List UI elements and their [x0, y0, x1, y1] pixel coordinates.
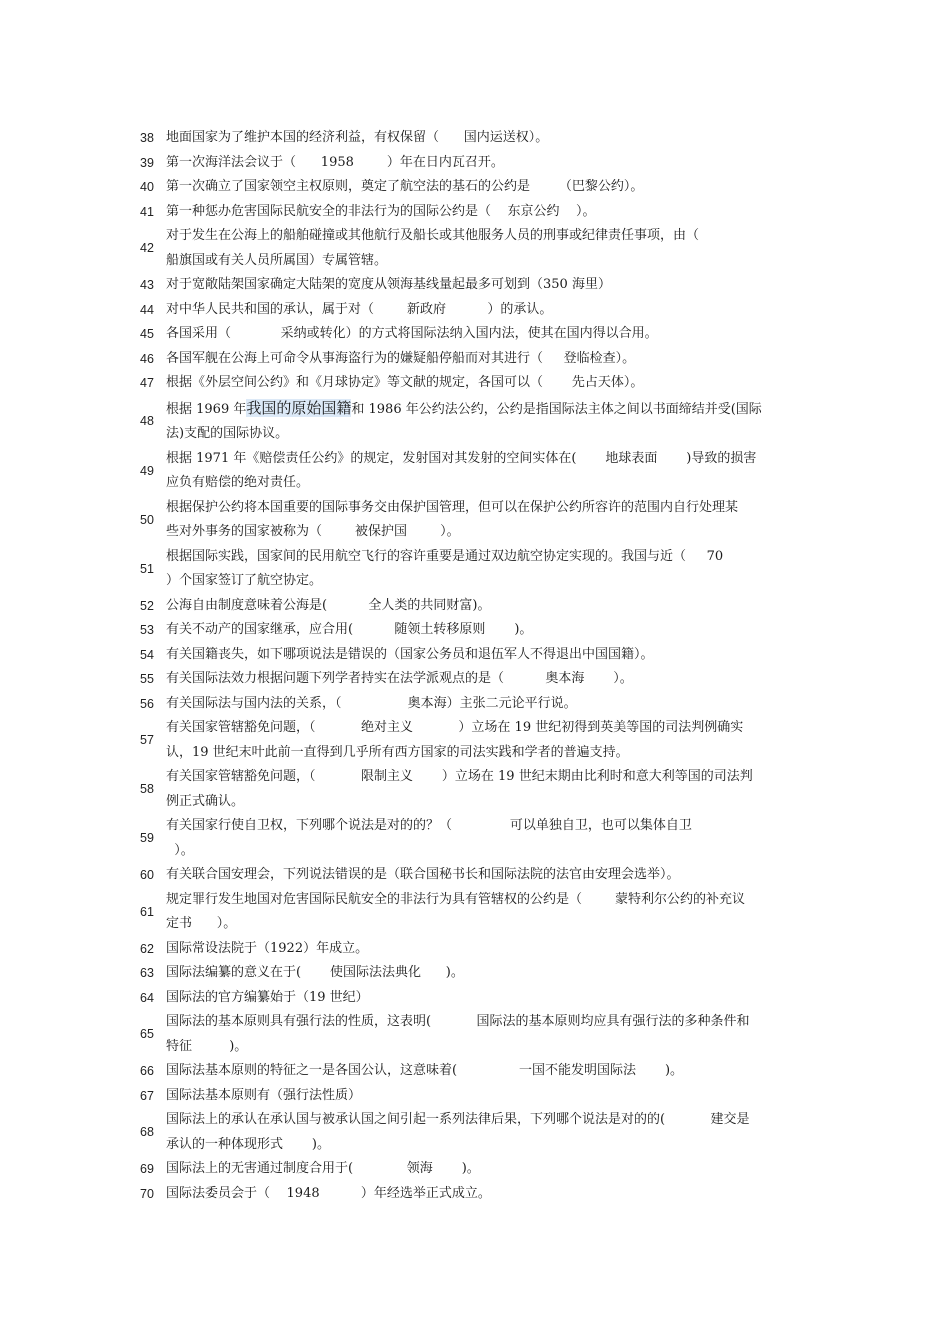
item-text: 根据 1971 年《赔偿责任公约》的规定，发射国对其发射的空间实体在( 地球表面 )导致的损害 应负有赔偿的绝对责任。 [166, 450, 757, 490]
item-number: 43 [140, 278, 154, 292]
item-number: 58 [140, 782, 154, 797]
item-text: 有关国际法与国内法的关系，（ 奥本海）主张二元论平行说。 [166, 695, 577, 711]
item-text: 根据《外层空间公约》和《月球协定》等文献的规定，各国可以（ 先占天体）。 [166, 375, 644, 390]
list-item [140, 1108, 810, 1157]
item-number: 67 [140, 1088, 154, 1103]
item-text: 有关不动产的国家继承，应合用( 随领土转移原则 )。 [166, 622, 533, 637]
item-number: 66 [140, 1064, 154, 1078]
list-item [140, 298, 810, 323]
list-item [140, 937, 810, 962]
item-number: 62 [140, 941, 154, 956]
item-text: 有关联合国安理会，下列说法错误的是（联合国秘书长和国际法院的法官由安理会选举）。 [166, 867, 680, 882]
list-item [140, 667, 810, 692]
list-item [140, 618, 810, 643]
item-text: 地面国家为了维护本国的经济利益，有权保留（ 国内运送权）。 [166, 130, 549, 145]
list-item [140, 1010, 810, 1059]
item-text: 有关国家行使自卫权，下列哪个说法是对的的？（ 可以单独自卫，也可以集体自卫 ）。 [166, 818, 692, 858]
item-number: 55 [140, 672, 154, 686]
list-item [140, 863, 810, 888]
item-number: 69 [140, 1162, 154, 1176]
list-item [140, 200, 810, 225]
list-item [140, 814, 810, 863]
list-item [140, 888, 810, 937]
list-item [140, 1059, 810, 1084]
item-number: 38 [140, 131, 154, 145]
item-text: 有关国家管辖豁免问题，（ 限制主义 ）立场在 19 世纪末期由比利时和意大利等国的司法判 例正式确认。 [166, 769, 753, 809]
item-number: 50 [140, 512, 154, 527]
item-number: 70 [140, 1186, 154, 1201]
list-item [140, 594, 810, 619]
list-item [140, 496, 810, 545]
item-text: 国际法基本原则有（强行法性质） [166, 1087, 362, 1103]
item-text: 公海自由制度意味着公海是( 全人类的共同财富)。 [166, 597, 491, 613]
item-number: 39 [140, 155, 154, 170]
list-item [140, 545, 810, 594]
list-item [140, 1157, 810, 1182]
list-item [140, 371, 810, 396]
list-item [140, 224, 810, 273]
item-text: 有关国际法效力根据问题下列学者持实在法学派观点的是（ 奥本海 ）。 [166, 671, 633, 686]
list-item [140, 151, 810, 176]
list-item [140, 175, 810, 200]
item-number: 56 [140, 696, 154, 711]
list-item [140, 692, 810, 717]
list-item [140, 447, 810, 496]
item-number: 41 [140, 204, 154, 219]
item-text-after: 和 1986 年公约法公约，公约是指国际法主体之间以书面缔结并受(国际 法)支配的国际协议。 [166, 401, 762, 441]
list-item [140, 986, 810, 1011]
item-number: 68 [140, 1125, 154, 1140]
item-text: 第一种惩办危害国际民航安全的非法行为的国际公约是（ 东京公约 ）。 [166, 203, 596, 219]
item-text-before: 根据 1969 年 [166, 401, 247, 417]
list-item [140, 961, 810, 986]
item-number: 59 [140, 831, 154, 846]
item-text: 对于发生在公海上的船舶碰撞或其他航行及船长或其他服务人员的刑事或纪律责任事项，由（ 船旗国或有关人员所属国）专属管辖。 [166, 228, 700, 268]
item-number: 45 [140, 327, 154, 341]
item-number: 44 [140, 302, 154, 317]
item-text: 国际法的官方编纂始于（19 世纪） [166, 989, 369, 1005]
item-number: 65 [140, 1027, 154, 1042]
item-text: 国际法的基本原则具有强行法的性质，这表明( 国际法的基本原则均应具有强行法的多种条件和 特征 )。 [166, 1014, 750, 1054]
item-text: 各国采用（ 采纳或转化）的方式将国际法纳入国内法，使其在国内得以合用。 [166, 326, 658, 341]
item-number: 51 [140, 561, 154, 576]
item-text: 国际法编纂的意义在于( 使国际法法典化 )。 [166, 965, 464, 980]
item-number: 61 [140, 904, 154, 919]
list-item [140, 765, 810, 814]
item-text: 国际法上的无害通过制度合用于( 领海 )。 [166, 1161, 480, 1176]
list-item [140, 347, 810, 372]
item-text [166, 396, 810, 447]
item-text: 有关国籍丧失，如下哪项说法是错误的（国家公务员和退伍军人不得退出中国国籍）。 [166, 646, 654, 662]
item-number: 54 [140, 647, 154, 662]
item-text: 第一次确立了国家领空主权原则，奠定了航空法的基石的公约是 （巴黎公约）。 [166, 179, 644, 194]
item-text: 第一次海洋法会议于（ 1958 ）年在日内瓦召开。 [166, 154, 504, 170]
list-item [140, 1084, 810, 1109]
highlighted-text[interactable]: 我国的原始国籍 [246, 398, 352, 417]
question-list [140, 126, 810, 1206]
list-item [140, 643, 810, 668]
item-text: 根据国际实践，国家间的民用航空飞行的容许重要是通过双边航空协定实现的。我国与近（ 70 ）个国家签订了航空协定。 [166, 548, 724, 588]
item-text: 规定罪行发生地国对危害国际民航安全的非法行为具有管辖权的公约是（ 蒙特利尔公约的补充议 定书 ）。 [166, 891, 746, 931]
item-text: 各国军舰在公海上可命令从事海盗行为的嫌疑船停船而对其进行（ 登临检查）。 [166, 350, 636, 366]
item-text: 国际常设法院于（1922）年成立。 [166, 940, 369, 956]
item-number: 40 [140, 180, 154, 194]
item-number: 52 [140, 598, 154, 613]
list-item [140, 716, 810, 765]
item-text: 有关国家管辖豁免问题，（ 绝对主义 ）立场在 19 世纪初得到英美等国的司法判例确实 认，19 世纪末叶此前一直得到几乎所有西方国家的司法实践和学者的普遍支持。 [166, 720, 744, 760]
list-item [140, 322, 810, 347]
item-text: 国际法上的承认在承认国与被承认国之间引起一系列法律后果，下列哪个说法是对的的( 建交是 承认的一种体现形式 )。 [166, 1112, 750, 1152]
item-text: 国际法基本原则的特征之一是各国公认，这意味着( 一国不能发明国际法 )。 [166, 1063, 684, 1078]
item-number: 47 [140, 376, 154, 390]
list-item [140, 273, 810, 298]
item-number: 60 [140, 868, 154, 882]
item-text: 根据保护公约将本国重要的国际事务交由保护国管理，但可以在保护公约所容许的范围内自行处理某 些对外事务的国家被称为（ 被保护国 ）。 [166, 499, 739, 539]
list-item [140, 1182, 810, 1207]
list-item [140, 396, 810, 447]
item-number: 49 [140, 463, 154, 478]
list-item [140, 126, 810, 151]
item-number: 63 [140, 966, 154, 980]
item-number: 53 [140, 623, 154, 637]
item-number: 46 [140, 351, 154, 366]
item-number: 64 [140, 990, 154, 1005]
item-number: 48 [140, 413, 154, 428]
item-text: 对于宽敞陆架国家确定大陆架的宽度从领海基线量起最多可划到（350 海里） [166, 277, 611, 292]
item-number: 42 [140, 241, 154, 256]
item-text: 对中华人民共和国的承认，属于对（ 新政府 ）的承认。 [166, 301, 553, 317]
item-text: 国际法委员会于（ 1948 ）年经选举正式成立。 [166, 1185, 491, 1201]
item-number: 57 [140, 733, 154, 748]
